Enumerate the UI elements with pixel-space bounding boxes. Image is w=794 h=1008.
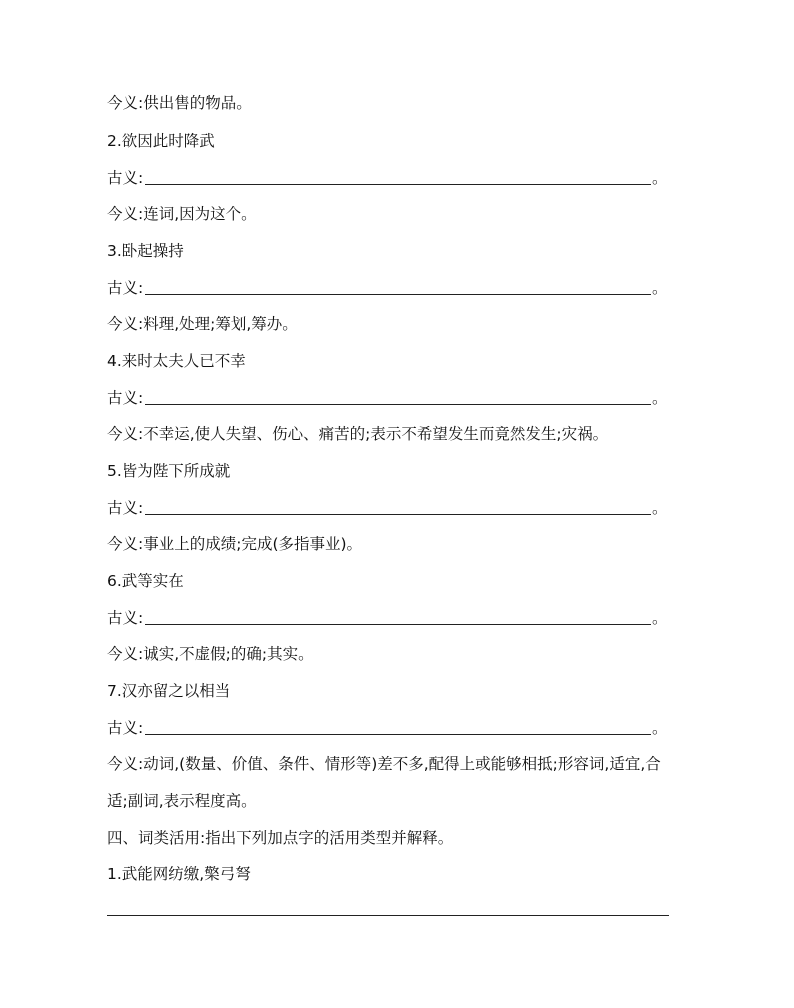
question-item: 3.卧起操持 — [107, 242, 184, 260]
question-item: 7.汉亦留之以相当 — [107, 682, 231, 700]
text-line: 适;副词,表示程度高。 — [107, 792, 257, 810]
answer-blank[interactable] — [145, 294, 651, 295]
fill-label: 古义: — [107, 609, 144, 627]
question-item: 5.皆为陛下所成就 — [107, 462, 231, 480]
fill-in-row — [107, 278, 667, 298]
text-line: 今义:连词,因为这个。 — [107, 205, 257, 223]
fill-label: 古义: — [107, 279, 144, 297]
fill-in-row — [107, 608, 667, 628]
fill-in-row — [107, 388, 667, 408]
question-item: 1.武能网纺缴,檠弓弩 — [107, 865, 251, 883]
fill-label: 古义: — [107, 719, 144, 737]
text-line: 今义:不幸运,使人失望、伤心、痛苦的;表示不希望发生而竟然发生;灾祸。 — [107, 425, 609, 443]
text-line: 今义:动词,(数量、价值、条件、情形等)差不多,配得上或能够相抵;形容词,适宜,合 — [107, 755, 661, 773]
answer-line[interactable] — [107, 915, 669, 916]
fill-label: 古义: — [107, 169, 144, 187]
fill-end-mark: 。 — [652, 389, 668, 407]
text-line: 今义:事业上的成绩;完成(多指事业)。 — [107, 535, 363, 553]
answer-blank[interactable] — [145, 624, 651, 625]
fill-end-mark: 。 — [652, 169, 668, 187]
answer-blank[interactable] — [145, 514, 651, 515]
question-item: 6.武等实在 — [107, 572, 184, 590]
fill-end-mark: 。 — [652, 499, 668, 517]
fill-end-mark: 。 — [652, 719, 668, 737]
section-heading: 四、词类活用:指出下列加点字的活用类型并解释。 — [107, 829, 454, 847]
fill-end-mark: 。 — [652, 609, 668, 627]
fill-in-row — [107, 168, 667, 188]
question-item: 4.来时太夫人已不幸 — [107, 352, 246, 370]
fill-in-row — [107, 498, 667, 518]
fill-label: 古义: — [107, 499, 144, 517]
question-item: 2.欲因此时降武 — [107, 132, 215, 150]
text-line: 今义:料理,处理;筹划,筹办。 — [107, 315, 298, 333]
answer-blank[interactable] — [145, 734, 651, 735]
fill-end-mark: 。 — [652, 279, 668, 297]
text-line: 今义:诚实,不虚假;的确;其实。 — [107, 645, 314, 663]
answer-blank[interactable] — [145, 404, 651, 405]
answer-blank[interactable] — [145, 184, 651, 185]
fill-in-row — [107, 718, 667, 738]
fill-label: 古义: — [107, 389, 144, 407]
text-line: 今义:供出售的物品。 — [107, 94, 252, 112]
